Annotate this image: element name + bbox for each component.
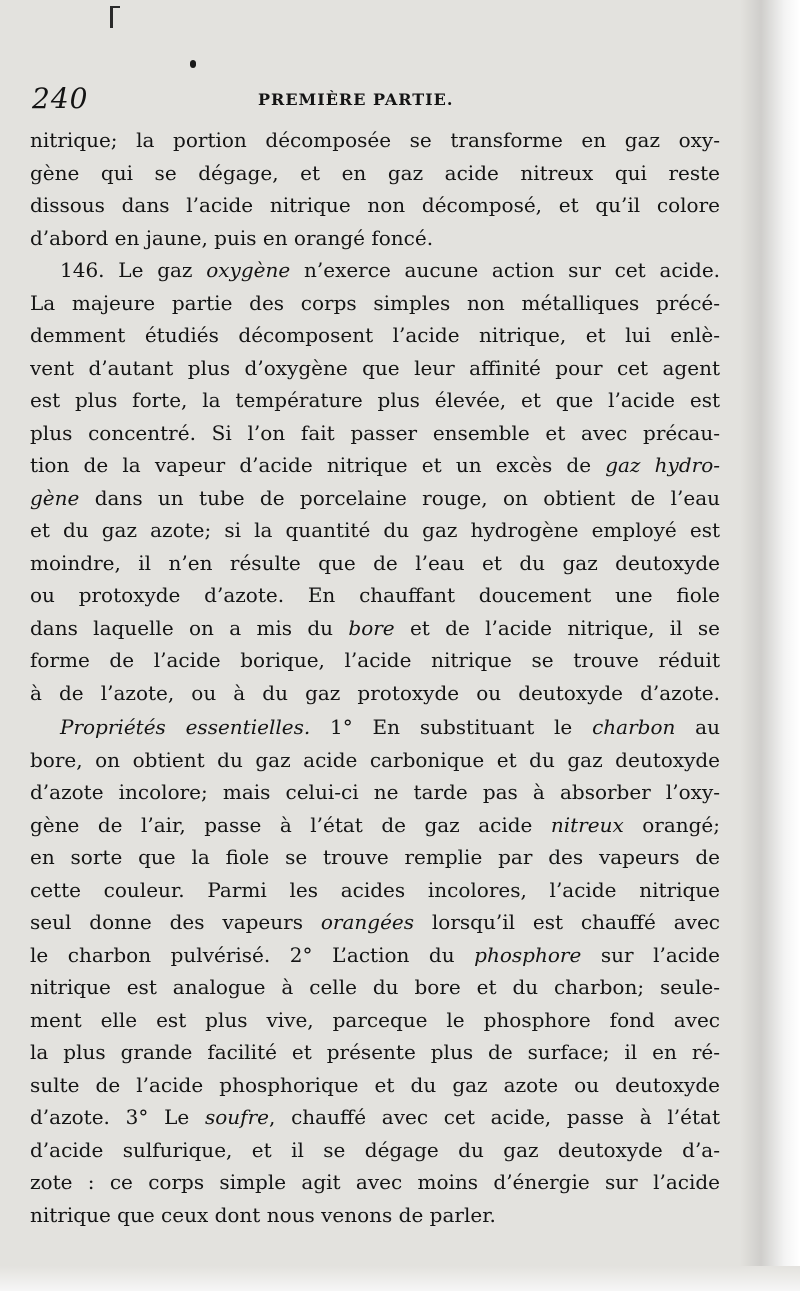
text-line: plus concentré. Si l’on fait passer ensemble et avec précau-: [30, 420, 720, 445]
text-run: gène de l’air, passe à l’état de gaz acide: [30, 812, 551, 837]
text-line: [30, 809, 720, 842]
italic-run: orangées: [320, 910, 415, 934]
text-line: cette couleur. Parmi les acides incolores, l’acide nitrique: [30, 877, 720, 902]
text-line: et du gaz azote; si la quantité du gaz hydrogène employé est: [30, 518, 720, 542]
italic-run: charbon: [592, 715, 676, 739]
text-run: dans un tube de porcelaine rouge, on obtient de l’eau: [79, 485, 720, 510]
text-run: , chauffé avec cet acide, passe à l’état: [268, 1105, 720, 1129]
text-line: gène qui se dégage, et en gaz acide nitreux qui reste: [30, 160, 720, 185]
running-head: PREMIÈRE PARTIE.: [258, 90, 454, 109]
text-line: nitrique est analogue à celle du bore et du charbon; seule-: [30, 975, 720, 999]
text-line: sulte de l’acide phosphorique et du gaz azote ou deutoxyde: [30, 1072, 720, 1097]
italic-run: nitreux: [550, 812, 624, 837]
text-run: d’azote. 3° Le: [30, 1105, 205, 1129]
text-run: au: [675, 715, 720, 739]
text-line: [30, 449, 720, 482]
text-run: seul donne des vapeurs: [30, 910, 321, 934]
text-line: ment elle est plus vive, parceque le phosphore fond avec: [30, 1007, 720, 1032]
text-line: vent d’autant plus d’oxygène que leur affinité pour cet agent: [30, 355, 720, 380]
italic-run: soufre: [205, 1105, 269, 1129]
text-line: [30, 1101, 720, 1134]
italic-run: gaz hydro-: [605, 453, 720, 477]
text-line: en sorte que la fiole se trouve remplie par des vapeurs de: [30, 845, 720, 869]
text-line: forme de l’acide borique, l’acide nitrique se trouve réduit: [30, 648, 720, 672]
paragraph-146-first-line: [30, 254, 720, 287]
text-line: ou protoxyde d’azote. En chauffant doucement une fiole: [30, 583, 720, 607]
text-line: à de l’azote, ou à du gaz protoxyde ou deutoxyde d’azote.: [30, 680, 720, 705]
text-line: est plus forte, la température plus élevée, et que l’acide est: [30, 388, 720, 412]
text-run: le charbon pulvérisé. 2° L’action du: [30, 942, 475, 967]
text-line: [30, 482, 720, 515]
text-line: d’abord en jaune, puis en orangé foncé.: [30, 225, 434, 250]
text-line: [30, 906, 720, 939]
ink-spot: [190, 60, 196, 68]
body-text: [30, 124, 720, 1231]
text-run: 1° En substituant le: [310, 715, 593, 739]
text-line: [30, 612, 720, 645]
text-line: moindre, il n’en résulte que de l’eau et du gaz deutoxyde: [30, 550, 720, 575]
text-line: nitrique; la portion décomposée se transforme en gaz oxy-: [30, 128, 720, 152]
text-run: lorsqu’il est chauffé avec: [414, 910, 720, 934]
margin-mark: [110, 6, 113, 28]
italic-run: Propriétés essentielles.: [60, 715, 311, 739]
text-line: d’acide sulfurique, et il se dégage du gaz deutoxyde d’a-: [30, 1137, 720, 1162]
text-run: n’exerce aucune action sur cet acide.: [290, 258, 720, 282]
text-line: zote : ce corps simple agit avec moins d’énergie sur l’acide: [30, 1170, 720, 1194]
page-edge-shadow: [740, 0, 800, 1291]
text-run: 146. Le gaz: [60, 258, 207, 282]
text-run: tion de la vapeur d’acide nitrique et un excès de: [30, 453, 606, 477]
text-run: et de l’acide nitrique, il se: [394, 615, 720, 640]
italic-run: bore: [348, 615, 395, 640]
text-run: orangé;: [623, 812, 720, 837]
page-number: 240: [32, 82, 89, 115]
text-run: dans laquelle on a mis du: [30, 615, 349, 640]
text-line: nitrique que ceux dont nous venons de parler.: [30, 1202, 496, 1227]
page-header: [32, 82, 712, 116]
italic-run: gène: [30, 485, 80, 510]
text-run: sur l’acide: [581, 942, 720, 967]
text-line: [30, 939, 720, 972]
text-line: dissous dans l’acide nitrique non décomposé, et qu’il colore: [30, 193, 720, 217]
italic-run: oxygène: [206, 258, 291, 282]
properties-first-line: [30, 711, 720, 744]
text-line: La majeure partie des corps simples non métalliques précé-: [30, 290, 720, 315]
text-line: la plus grande facilité et présente plus de surface; il en ré-: [30, 1040, 720, 1064]
text-line: bore, on obtient du gaz acide carbonique et du gaz deutoxyde: [30, 747, 720, 772]
text-line: d’azote incolore; mais celui-ci ne tarde pas à absorber l’oxy-: [30, 780, 720, 804]
page-bottom-edge: [0, 1266, 800, 1291]
italic-run: phosphore: [474, 942, 582, 967]
text-line: demment étudiés décomposent l’acide nitrique, et lui enlè-: [30, 323, 720, 347]
